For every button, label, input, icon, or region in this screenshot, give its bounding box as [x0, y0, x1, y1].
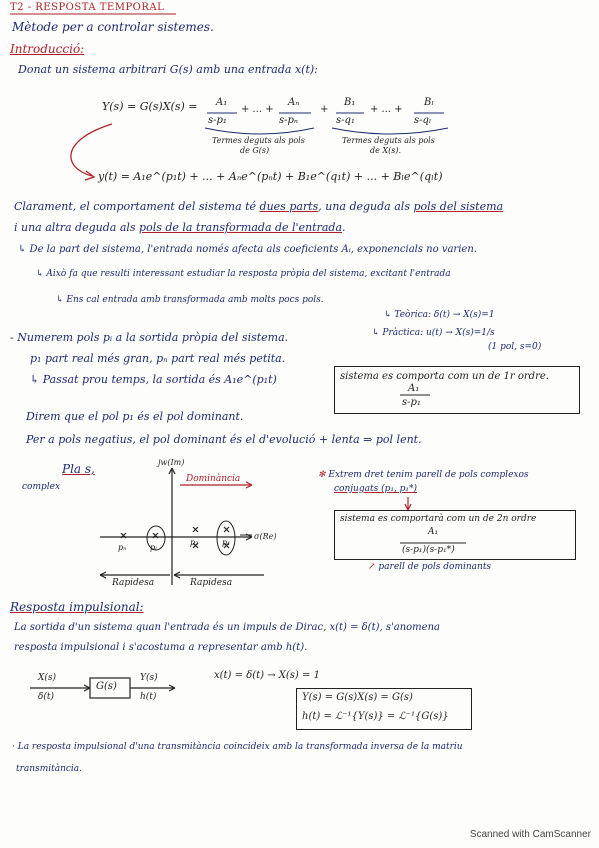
imag-axis-label: jw(Im) [158, 458, 185, 467]
impulse-line: La sortida d'un sistema quan l'entrada és un impuls de Dirac, x(t) = δ(t), s'anomena [14, 622, 440, 633]
curved-arrow [71, 124, 112, 176]
poles-line: Direm que el pol p₁ és el pol dominant. [26, 410, 244, 423]
plus-dots: + ... + [241, 104, 274, 115]
frac-den: s-q₁ [336, 115, 355, 126]
eq-time: y(t) = A₁e^(p₁t) + ... + Aₙe^(pₙt) + B₁e^(q₁t) + ... + Bₗe^(qₗt) [98, 170, 443, 183]
pole-label: p₁ [222, 538, 231, 547]
block-input-bottom: δ(t) [38, 692, 55, 702]
poles-line: ↳ Passat prou temps, la sortida és A₁e^(p₁t) [30, 373, 277, 386]
impulse-heading: Resposta impulsional: [10, 600, 144, 614]
teorica-line: ↳ Teòrica: δ(t) → X(s)=1 [384, 310, 495, 320]
frac-num: Aₙ [288, 97, 300, 108]
real-axis-label: σ(Re) [254, 532, 277, 541]
frac-num: Bₗ [424, 97, 434, 108]
plus: + [320, 104, 329, 115]
box2-text: sistema es comportarà com un de 2n ordre [340, 514, 537, 524]
paragraph-line: ↳ Això fa que resulti interessant estudiar la resposta pròpia del sistema, excitant l'entrada [36, 269, 451, 279]
final-line-2: transmitància. [16, 764, 83, 774]
poles-line: Per a pols negatius, el pol dominant és el d'evolució + lenta ⇒ pol lent. [26, 433, 422, 446]
impulse-line: resposta impulsional i s'acostuma a representar amb h(t). [14, 642, 308, 653]
box2-num: A₁ [428, 527, 439, 537]
poles-line: - Numerem pols pᵢ a la sortida pròpia del sistema. [10, 331, 289, 344]
frac-num: A₁ [216, 97, 228, 108]
topic-title: T2 - RESPOSTA TEMPORAL [10, 2, 165, 13]
complex-note: ✻ Extrem dret tenim parell de pols complexos [318, 470, 529, 480]
block-output-top: Y(s) [140, 673, 158, 683]
box-text: sistema es comporta com un de 1r ordre. [340, 371, 549, 382]
block-input-top: X(s) [38, 673, 57, 683]
box-den: s-p₁ [402, 397, 421, 408]
complex-note-2: conjugats (p₁, p₁*) [334, 484, 418, 494]
paragraph-line: Clarament, el comportament del sistema té dues parts, una deguda als pols del sistema [14, 200, 504, 213]
note-left-2: de G(s) [240, 146, 270, 155]
practica-note: (1 pol, s=0) [488, 342, 542, 352]
paragraph-line: ↳ De la part del sistema, l'entrada només afecta als coeficients Aᵢ, exponencials no varien. [18, 244, 477, 255]
note-right-2: de X(s). [370, 146, 401, 155]
practica-line: ↳ Pràctica: u(t) → X(s)=1/s [372, 328, 495, 338]
rapidesa-right: Rapidesa [190, 578, 233, 588]
dominant-pair: ↗ parell de pols dominants [368, 562, 492, 572]
pole-label: p₂ [190, 538, 199, 547]
frac-den: s-p₁ [208, 115, 227, 126]
plane-label: Pla s, [62, 462, 95, 476]
final-line: · La resposta impulsional d'una transmitància coincideix amb la transformada inversa de la matriu [12, 742, 463, 752]
impulse-eq3: h(t) = ℒ⁻¹{Y(s)} = ℒ⁻¹{G(s)} [302, 711, 449, 722]
plus-dots: + ... + [370, 104, 403, 115]
pole-label: pₗ [150, 543, 158, 552]
note-left: Termes deguts als pols [212, 136, 305, 145]
plane-label-2: complex [22, 482, 61, 492]
subtitle: Mètode per a controlar sistemes. [12, 20, 214, 34]
intro-line: Donat un sistema arbitrari G(s) amb una entrada x(t): [18, 63, 318, 76]
box-num: A₁ [408, 383, 420, 394]
block-output-bottom: h(t) [140, 692, 157, 702]
frac-num: B₁ [344, 97, 356, 108]
dominance-label: Dominància [186, 474, 241, 484]
scanner-footer: Scanned with CamScanner [469, 829, 591, 840]
frac-den: s-pₙ [279, 115, 298, 126]
eq-lhs: Y(s) = G(s)X(s) = [102, 100, 198, 113]
intro-heading: Introducció: [10, 42, 85, 56]
impulse-eq2: Y(s) = G(s)X(s) = G(s) [302, 692, 413, 703]
poles-line: p₁ part real més gran, pₙ part real més petita. [30, 352, 286, 365]
note-right: Termes deguts als pols [342, 136, 435, 145]
paragraph-line: ↳ Ens cal entrada amb transformada amb molts pocs pols. [56, 295, 324, 305]
paragraph-line: i una altra deguda als pols de la transformada de l'entrada. [14, 221, 346, 234]
frac-den: s-qₗ [414, 115, 432, 126]
pole-label: pₙ [118, 543, 127, 552]
block-gs: G(s) [96, 681, 117, 692]
rapidesa-left: Rapidesa [112, 578, 155, 588]
impulse-eq1: x(t) = δ(t) → X(s) = 1 [214, 670, 320, 681]
box2-den: (s-p₁)(s-p₁*) [402, 545, 455, 555]
